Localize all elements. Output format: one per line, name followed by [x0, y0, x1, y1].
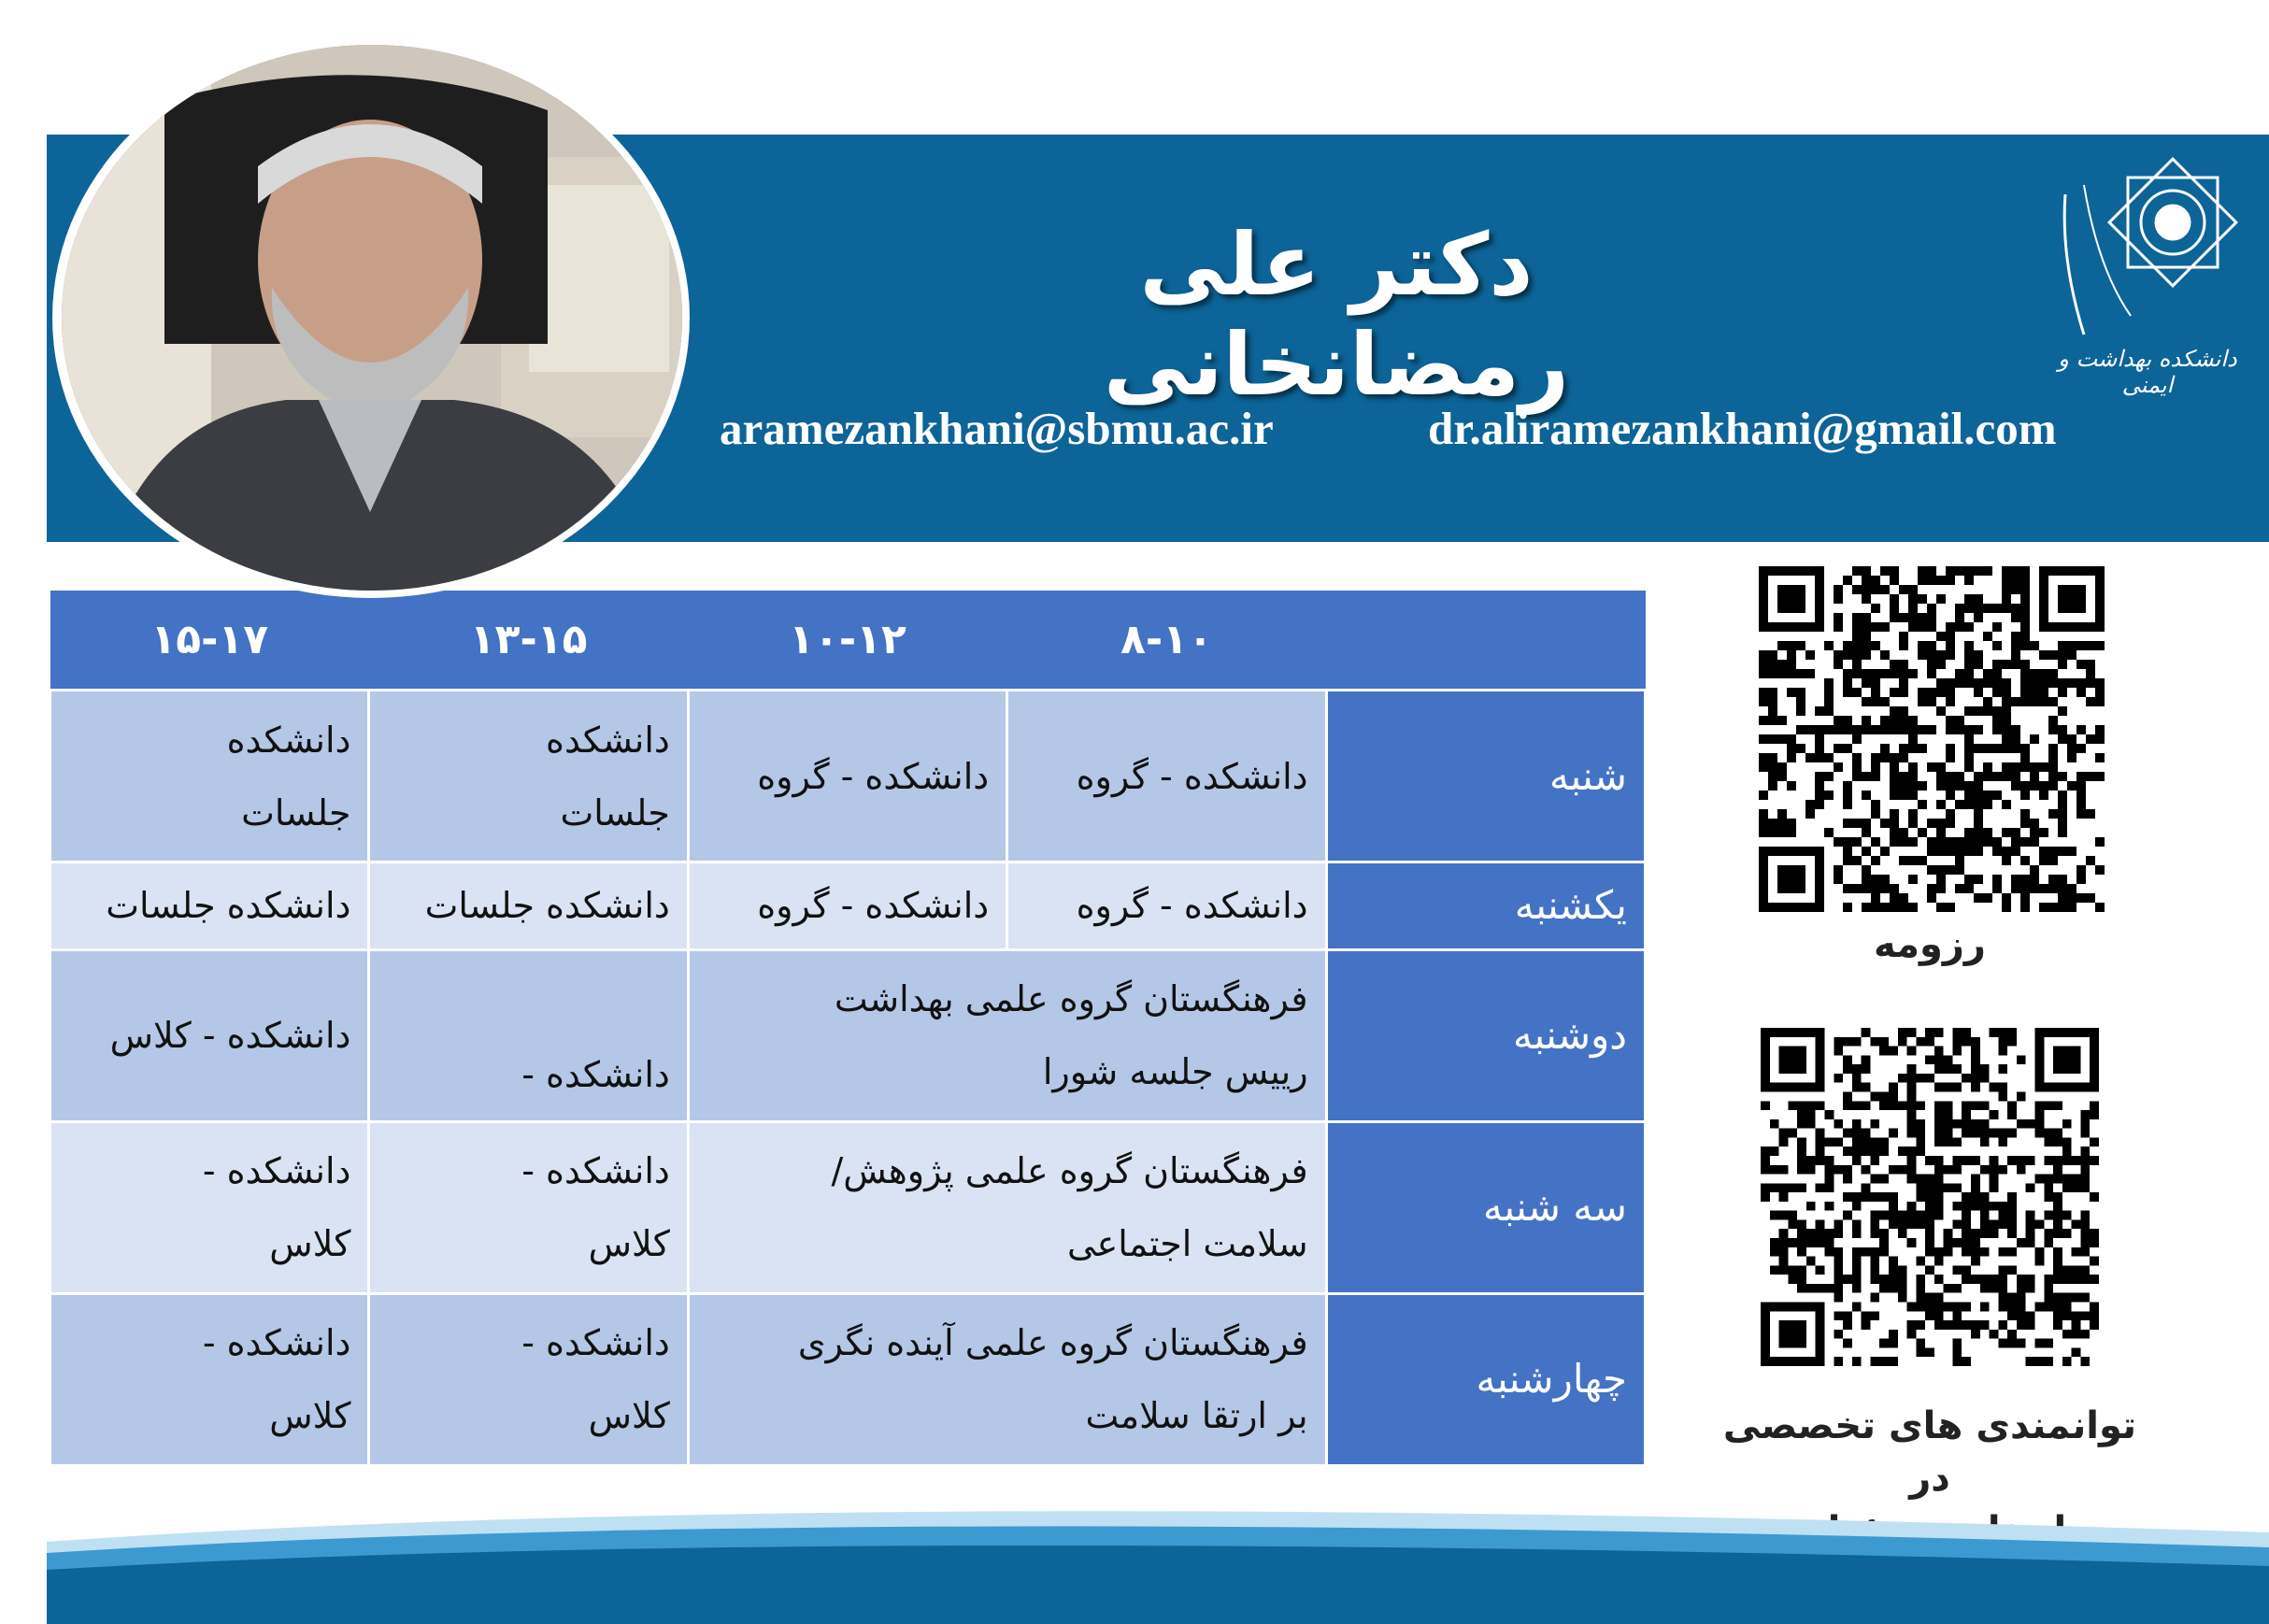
cell-line: دانشکده: [546, 719, 670, 761]
cell-line: بر ارتقا سلامت: [1085, 1395, 1308, 1437]
cell-line: فرهنگستان گروه علمی آینده نگری: [797, 1322, 1308, 1364]
table-cell: دانشکده جلسات: [369, 862, 688, 950]
cell-line: کلاس: [588, 1395, 670, 1437]
qr-pattern-resume: [1759, 566, 2105, 912]
day-label: دوشنبه: [1326, 949, 1645, 1121]
cell-line: دانشکده: [226, 719, 351, 761]
day-label: چهارشنبه: [1326, 1293, 1645, 1465]
cell-line: دانشکده -: [202, 1322, 351, 1364]
table-cell: دانشکده - گروه: [1007, 691, 1326, 862]
cell-line: دانشکده -: [521, 1150, 670, 1192]
header-slot-2: ۱۰-۱۲: [688, 591, 1006, 691]
header-corner: [1326, 591, 1645, 691]
logo-caption: دانشکده بهداشت و ایمنی: [2058, 346, 2237, 398]
header-slot-3: ۱۳-۱۵: [369, 591, 688, 691]
day-label: سه شنبه: [1326, 1121, 1645, 1293]
table-cell: دانشکده - گروه: [688, 862, 1006, 950]
cell-line: جلسات: [241, 791, 351, 833]
table-row: [50, 691, 1646, 862]
profile-photo: [62, 45, 682, 591]
cell-line: کلاس: [588, 1223, 670, 1265]
table-cell: [369, 1121, 688, 1293]
resume-qr-caption: رزومه: [1874, 923, 1986, 966]
header-slot-1: ۸-۱۰: [1007, 591, 1326, 691]
cell-line: کلاس: [269, 1223, 351, 1265]
cell-line: سلامت اجتماعی: [1066, 1223, 1308, 1265]
skills-caption-line1: توانمندی های تخصصی در: [1722, 1404, 2137, 1500]
cell-line: فرهنگستان گروه علمی پژوهش/: [831, 1150, 1308, 1192]
table-cell: دانشکده - گروه: [688, 691, 1006, 862]
cell-line: رییس جلسه شورا: [1042, 1051, 1308, 1093]
table-row: [50, 862, 1646, 950]
day-label: شنبه: [1326, 691, 1645, 862]
table-cell: [369, 1293, 688, 1465]
cell-line: فرهنگستان گروه علمی بهداشت: [834, 978, 1308, 1020]
qr-pattern-skills: [1757, 1028, 2103, 1366]
cell-line: دانشکده -: [202, 1150, 351, 1192]
table-cell: [50, 1293, 369, 1465]
primary-email[interactable]: aramezankhani@sbmu.ac.ir: [720, 403, 1274, 454]
table-row: [50, 949, 1646, 1121]
doctor-name: دکتر علی رمضانخانی: [1103, 215, 1570, 415]
table-cell-merged: [688, 1121, 1326, 1293]
table-cell: دانشکده -: [369, 949, 688, 1121]
skills-qr-code[interactable]: [1757, 1028, 2103, 1366]
table-cell: [50, 691, 369, 862]
footer-wave: [0, 1495, 2269, 1624]
table-row: [50, 1293, 1646, 1465]
table-cell: دانشکده - کلاس: [50, 949, 369, 1121]
header-slot-4: ۱۵-۱۷: [50, 591, 369, 691]
table-cell-merged: [688, 949, 1326, 1121]
cell-line: کلاس: [269, 1395, 351, 1437]
cell-line: دانشکده -: [521, 1322, 670, 1364]
table-cell: [369, 691, 688, 862]
day-label: یکشنبه: [1326, 862, 1645, 950]
secondary-email[interactable]: dr.aliramezankhani@gmail.com: [1428, 403, 2057, 454]
resume-qr-code[interactable]: [1759, 566, 2105, 912]
table-cell: دانشکده جلسات: [50, 862, 369, 950]
table-cell-merged: [688, 1293, 1326, 1465]
table-header-row: [50, 591, 1646, 691]
schedule-table: [49, 591, 1647, 1467]
table-cell: [50, 1121, 369, 1293]
table-cell: دانشکده - گروه: [1007, 862, 1326, 950]
cell-line: جلسات: [560, 791, 670, 833]
table-row: [50, 1121, 1646, 1293]
